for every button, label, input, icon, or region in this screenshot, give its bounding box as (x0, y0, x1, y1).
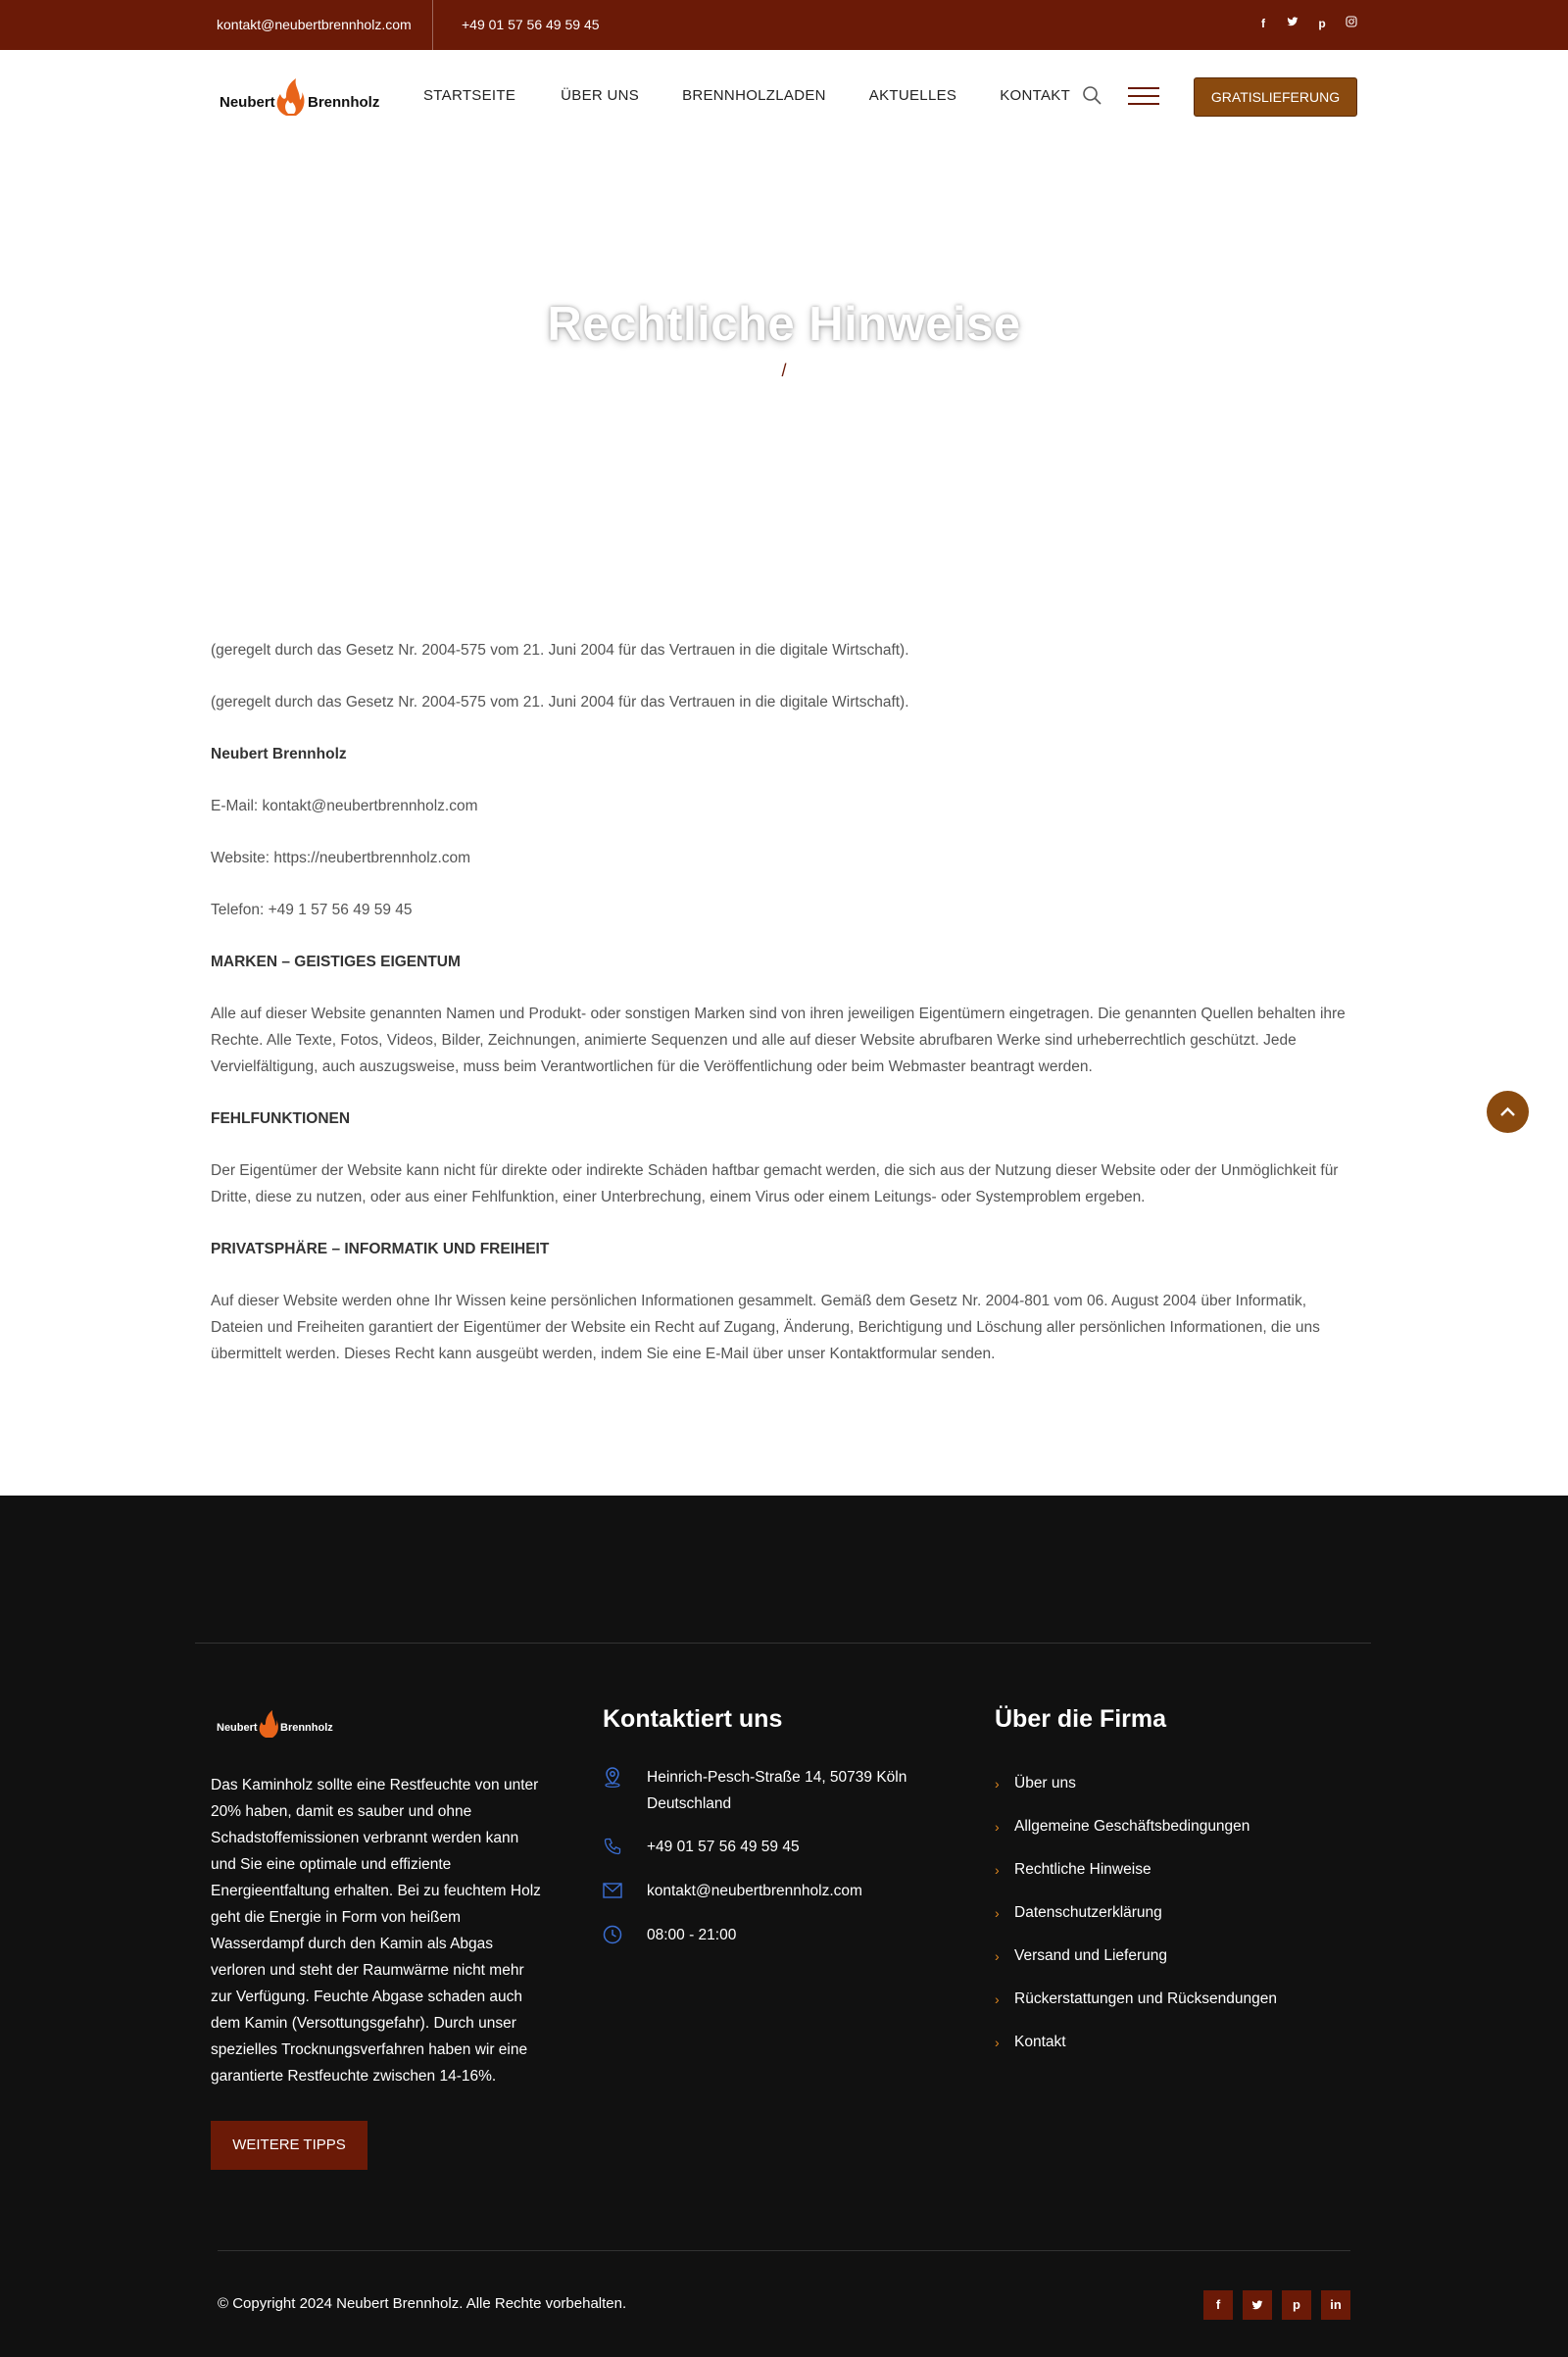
footer-link-label: Rechtliche Hinweise (1014, 1861, 1152, 1878)
pinterest-icon[interactable]: p (1282, 2290, 1311, 2320)
footer-about-text: Das Kaminholz sollte eine Restfeuchte von unter 20% haben, damit es sauber und ohne Schadstoffemissionen verbrannt werden kann und Sie eine optimale und effiziente Energieentfaltung erhalten. Bei zu feuchtem Holz geht die Energie in Form von heißem Wasserdampf durch den Kamin als Abgas verloren und steht der Raumwärme nicht mehr zur Verfügung. Feuchte Abgase schaden auch dem Kamin (Versottungsgefahr). Durch unser spezielles Trocknungsverfahren haben wir eine garantierte Restfeuchte zwischen 14-16%. (211, 1777, 541, 2085)
footer-link-kontakt[interactable] (995, 2021, 1277, 2064)
footer-address-row (603, 1764, 931, 1817)
svg-text:Neubert: Neubert (217, 1722, 258, 1734)
company-name: Neubert Brennholz (211, 746, 347, 762)
footer-link-versand[interactable] (995, 1935, 1277, 1978)
pinterest-icon[interactable]: p (1318, 17, 1326, 30)
envelope-icon (603, 1878, 647, 1904)
svg-text:Brennholz: Brennholz (280, 1722, 333, 1734)
footer-divider-top (195, 1643, 1371, 1644)
svg-text:Brennholz: Brennholz (308, 94, 380, 111)
svg-text:Neubert: Neubert (220, 94, 275, 111)
site-header (0, 50, 1568, 142)
footer-divider-bottom (218, 2250, 1350, 2251)
facebook-icon[interactable]: f (1261, 17, 1265, 30)
page-title: Rechtliche Hinweise (547, 298, 1021, 351)
footer-link-label: Versand und Lieferung (1014, 1947, 1167, 1964)
website-line: Website: https://neubertbrennholz.com (211, 850, 471, 866)
intro-paragraph: (geregelt durch das Gesetz Nr. 2004-575 vom 21. Juni 2004 für das Vertrauen in die digitale Wirtschaft). (211, 642, 909, 659)
topbar-email-link[interactable]: kontakt@neubertbrennholz.com (217, 17, 412, 32)
paragraph-marken: Alle auf dieser Website genannten Namen und Produkt- oder sonstigen Marken sind von ihren jeweiligen Eigentümern eingetragen. Die genannten Quellen behalten ihre Rechte. Alle Texte, Fotos, Videos, Bilder, Zeichnungen, animierte Sequenzen und alle auf dieser Website abrufbaren Werke sind urheberrechtlich geschützt. Jede Vervielfältigung, auch auszugsweise, muss beim Verantwortlichen für die Veröffentlichung oder beim Webmaster beantragt werden. (211, 1006, 1346, 1075)
footer-link-rechtliche-hinweise[interactable] (995, 1848, 1277, 1891)
heading-marken: MARKEN – GEISTIGES EIGENTUM (211, 954, 461, 970)
heading-fehlfunktionen: FEHLFUNKTIONEN (211, 1110, 351, 1127)
chevron-right-icon: › (995, 2035, 1000, 2050)
footer-hours-row (603, 1922, 736, 1948)
footer-link-rueckerstattungen[interactable] (995, 1978, 1277, 2021)
footer-email[interactable]: kontakt@neubertbrennholz.com (647, 1883, 862, 1899)
footer-phone[interactable]: +49 01 57 56 49 59 45 (647, 1839, 800, 1855)
footer-link-list (995, 1762, 1277, 2064)
nav-item-aktuelles[interactable]: AKTUELLES (868, 87, 957, 104)
twitter-icon[interactable] (1285, 15, 1300, 32)
footer-link-label: Über uns (1014, 1775, 1076, 1792)
footer-link-label: Datenschutzerklärung (1014, 1904, 1162, 1921)
main-nav (423, 87, 1070, 104)
linkedin-icon[interactable]: in (1321, 2290, 1350, 2320)
email-line: E-Mail: kontakt@neubertbrennholz.com (211, 798, 478, 814)
hamburger-menu-icon[interactable] (1128, 87, 1159, 105)
site-footer (0, 1496, 1568, 2357)
nav-item-startseite[interactable]: STARTSEITE (423, 87, 516, 104)
paragraph-fehlfunktionen: Der Eigentümer der Website kann nicht für direkte oder indirekte Schäden haftbar gemacht werden, die sich aus der Nutzung dieser Website oder der Unmöglichkeit für Dritte, diese zu nutzen, oder aus einer Fehlfunktion, einer Unterbrechung, einem Virus oder einem Leitungs- oder Systemproblem ergeben. (211, 1162, 1339, 1205)
search-icon[interactable] (1082, 85, 1102, 105)
heading-privatsphaere: PRIVATSPHÄRE – INFORMATIK UND FREIHEIT (211, 1241, 550, 1257)
paragraph-privatsphaere: Auf dieser Website werden ohne Ihr Wissen keine persönlichen Informationen gesammelt. Gemäß dem Gesetz Nr. 2004-801 vom 06. August 2004 über Informatik, Dateien und Freiheiten garantiert der Eigentümer der Website ein Recht auf Zugang, Änderung, Berichtigung und Löschung aller persönlichen Informationen, die uns übermittelt werden. Dieses Recht kann ausgeübt werden, indem Sie eine E-Mail über unser Kontaktformular senden. (211, 1293, 1320, 1362)
instagram-icon[interactable] (1344, 15, 1359, 32)
nav-item-brennholzladen[interactable]: BRENNHOLZLADEN (682, 87, 826, 104)
topbar-phone-link[interactable]: +49 01 57 56 49 59 45 (462, 17, 600, 32)
topbar-divider (432, 0, 433, 50)
phone-line: Telefon: +49 1 57 56 49 59 45 (211, 902, 413, 918)
footer-hours: 08:00 - 21:00 (647, 1927, 737, 1943)
footer-socials (1203, 2290, 1350, 2320)
location-pin-icon (603, 1764, 647, 1791)
legal-content (211, 637, 1357, 1393)
footer-link-ueber-uns[interactable] (995, 1762, 1277, 1805)
chevron-right-icon: › (995, 1819, 1000, 1835)
nav-item-ueber-uns[interactable]: ÜBER UNS (561, 87, 640, 104)
chevron-right-icon: › (995, 1991, 1000, 2007)
brand-logo[interactable] (218, 76, 382, 118)
top-bar (0, 0, 1568, 50)
footer-firm-title: Über die Firma (995, 1705, 1167, 1733)
chevron-right-icon: › (995, 1905, 1000, 1921)
clock-icon (603, 1922, 647, 1948)
footer-phone-row (603, 1834, 800, 1860)
breadcrumb-separator: / (781, 361, 787, 380)
footer-email-row (603, 1878, 862, 1904)
footer-contact-title: Kontaktiert uns (603, 1705, 783, 1733)
chevron-right-icon: › (995, 1948, 1000, 1964)
intro-paragraph-repeat: (geregelt durch das Gesetz Nr. 2004-575 vom 21. Juni 2004 für das Vertrauen in die digitale Wirtschaft). (211, 694, 909, 711)
footer-link-label: Kontakt (1014, 2034, 1066, 2050)
twitter-icon[interactable] (1243, 2290, 1272, 2320)
nav-item-kontakt[interactable]: KONTAKT (1000, 87, 1071, 104)
gratislieferung-button[interactable]: GRATISLIEFERUNG (1194, 77, 1357, 117)
chevron-right-icon: › (995, 1862, 1000, 1878)
footer-link-agb[interactable] (995, 1805, 1277, 1848)
copyright-text: © Copyright 2024 Neubert Brennholz. Alle Rechte vorbehalten. (218, 2295, 627, 2312)
facebook-icon[interactable]: f (1203, 2290, 1233, 2320)
footer-logo[interactable] (217, 1709, 334, 1739)
weitere-tipps-button[interactable]: WEITERE TIPPS (211, 2121, 368, 2170)
scroll-to-top-button[interactable] (1487, 1091, 1529, 1133)
footer-link-datenschutz[interactable] (995, 1891, 1277, 1935)
topbar-socials (1255, 15, 1359, 32)
footer-address: Heinrich-Pesch-Straße 14, 50739 Köln Deutschland (647, 1769, 907, 1812)
chevron-up-icon (1487, 1091, 1529, 1133)
footer-link-label: Rückerstattungen und Rücksendungen (1014, 1990, 1277, 2007)
chevron-right-icon: › (995, 1776, 1000, 1792)
phone-icon (603, 1834, 647, 1860)
footer-link-label: Allgemeine Geschäftsbedingungen (1014, 1818, 1250, 1835)
